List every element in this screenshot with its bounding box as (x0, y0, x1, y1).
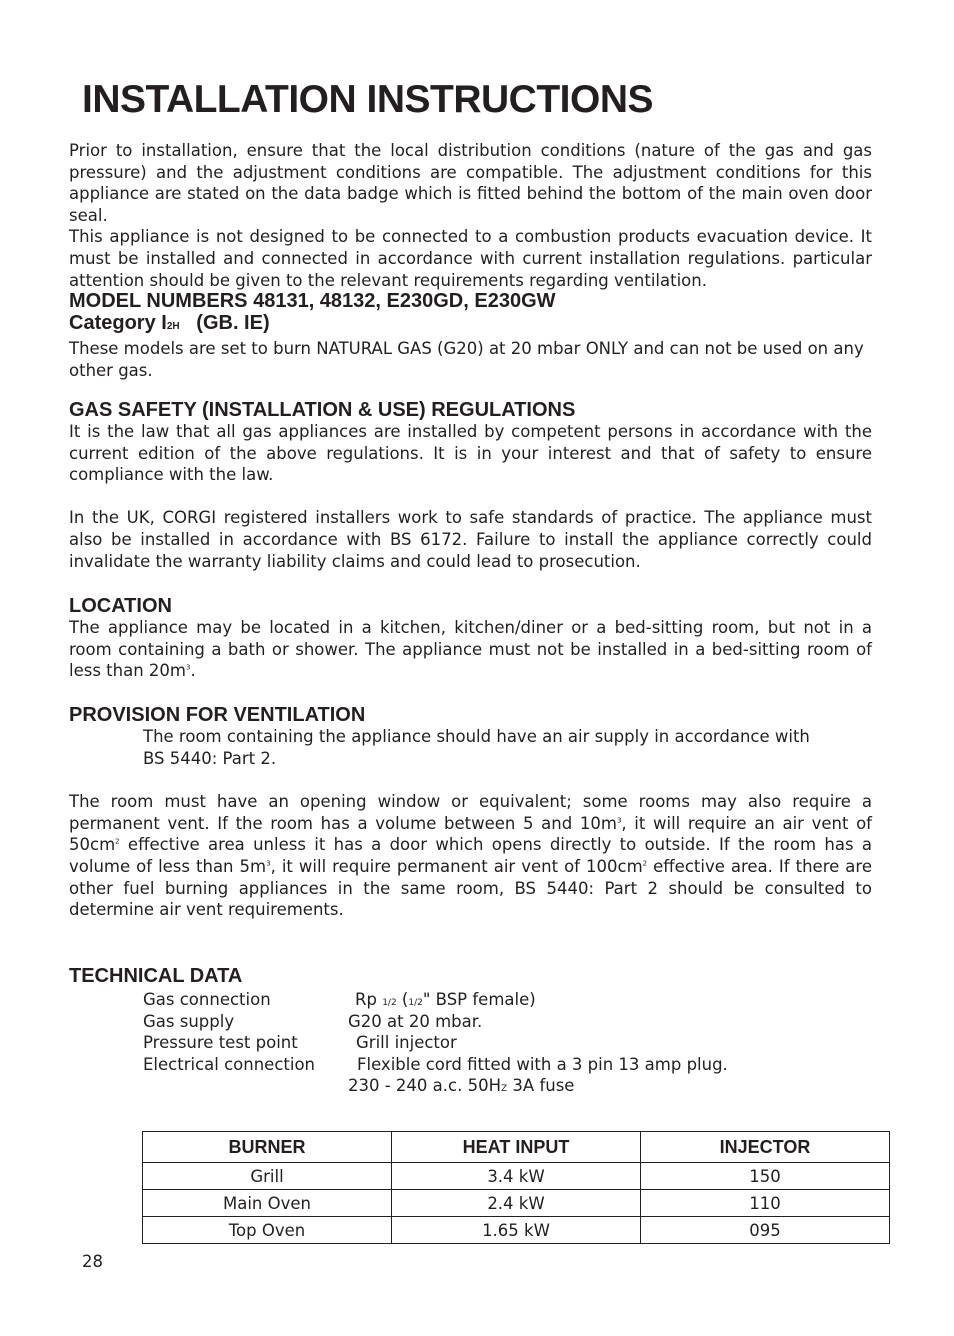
models-section (69, 290, 872, 381)
column-header-heat-input: HEAT INPUT (392, 1132, 641, 1163)
gas-safety-section (69, 399, 872, 572)
page-number: 28 (82, 1252, 103, 1271)
tech-value: G20 at 20 mbar. (348, 1011, 483, 1031)
table-cell: 3.4 kW (392, 1163, 641, 1190)
ventilation-heading: PROVISION FOR VENTILATION (69, 704, 366, 726)
tech-value: 230 - 240 a.c. 50HZ 3A fuse (348, 1076, 575, 1096)
gas-safety-paragraph-2: In the UK, CORGI registered installers work to safe standards of practice. The appliance must also be installed in accordance with BS 6172. Failure to install the appliance correctly could invalidate the warranty liability claims and could lead to prosecution. (69, 508, 872, 571)
column-header-burner: BURNER (143, 1132, 392, 1163)
table-cell: 150 (641, 1163, 890, 1190)
tech-label: Gas connection (143, 990, 271, 1009)
ventilation-indent-line-1: The room containing the appliance should have an air supply in accordance with (143, 727, 810, 746)
table-header-row (143, 1132, 890, 1163)
burner-table (142, 1131, 890, 1244)
ventilation-indent-line-2: BS 5440: Part 2. (143, 748, 277, 768)
gas-safety-paragraph-1: It is the law that all gas appliances are installed by competent persons in accordance with the current edition of the above regulations. It is in your interest and that of safety to ensure compliance with the law. (69, 422, 872, 485)
tech-label: Gas supply (143, 1011, 235, 1031)
gas-safety-heading: GAS SAFETY (INSTALLATION & USE) REGULATIONS (69, 399, 576, 421)
intro-section (69, 140, 872, 291)
tech-label: Pressure test point (143, 1033, 298, 1053)
technical-heading: TECHNICAL DATA (69, 965, 243, 987)
tech-value: Grill injector (356, 1033, 457, 1053)
category-heading: Category I2H (GB. IE) (69, 312, 270, 334)
models-text: These models are set to burn NATURAL GAS (G20) at 20 mbar ONLY and can not be used on any other gas. (69, 339, 864, 380)
table-row (143, 1190, 890, 1217)
models-heading: MODEL NUMBERS 48131, 48132, E230GD, E230GW (69, 290, 556, 312)
location-section (69, 595, 872, 682)
table-cell: Main Oven (143, 1190, 392, 1217)
technical-section (69, 965, 872, 987)
tech-label: Electrical connection (143, 1054, 315, 1074)
table-cell: 110 (641, 1190, 890, 1217)
table-cell: Top Oven (143, 1217, 392, 1244)
table-cell: 2.4 kW (392, 1190, 641, 1217)
tech-value: Rp 1/2 (1/2" BSP female) (355, 990, 536, 1009)
page-title: INSTALLATION INSTRUCTIONS (82, 78, 654, 121)
table-row (143, 1163, 890, 1190)
ventilation-section (69, 704, 872, 921)
ventilation-paragraph: The room must have an opening window or equivalent; some rooms may also require a permanent vent. If the room has a volume between 5 and $10m^3$, it will require an air vent of $50cm^2$ effective area unless it has a door which opens directly to outside. If the room has a volume of less than $5m^3$, it will require permanent air vent of $100cm^2$ effective area. If there are other fuel burning appliances in the same room, BS 5440: Part 2 should be consulted to determine air vent requirements. (69, 792, 872, 920)
table-cell: Grill (143, 1163, 392, 1190)
tech-value: Flexible cord fitted with a 3 pin 13 amp plug. (357, 1054, 728, 1074)
location-heading: LOCATION (69, 595, 172, 617)
location-text: The appliance may be located in a kitchen, kitchen/diner or a bed-sitting room, but not in a room containing a bath or shower. The appliance must not be installed in a bed-sitting room of less than $20m^3$. (69, 618, 872, 681)
table-cell: 095 (641, 1217, 890, 1244)
table-cell: 1.65 kW (392, 1217, 641, 1244)
intro-paragraph-2: This appliance is not designed to be connected to a combustion products evacuation device. It must be installed and connected in accordance with current installation regulations. particular attention should be given to the relevant requirements regarding ventilation. (69, 227, 872, 290)
intro-paragraph-1: Prior to installation, ensure that the local distribution conditions (nature of the gas and gas pressure) and the adjustment conditions are compatible. The adjustment conditions for this appliance are stated on the data badge which is fitted behind the bottom of the main oven door seal. (69, 141, 872, 225)
table-row (143, 1217, 890, 1244)
column-header-injector: INJECTOR (641, 1132, 890, 1163)
